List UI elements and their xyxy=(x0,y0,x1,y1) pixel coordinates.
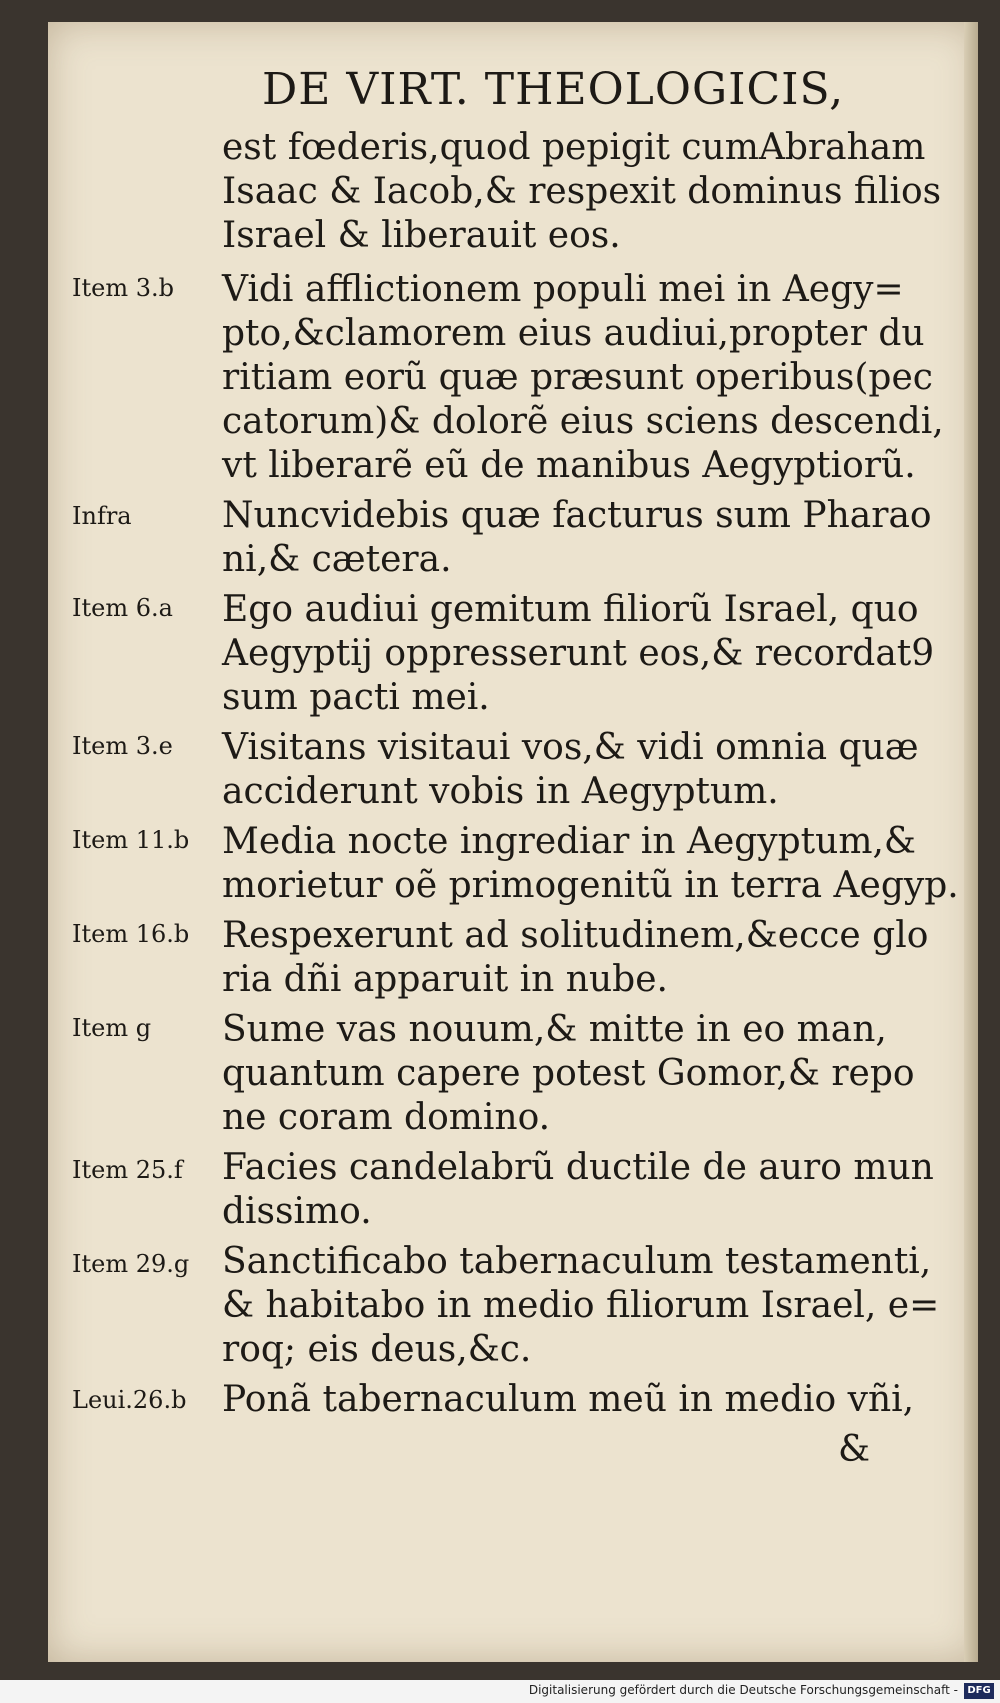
text-line: dissimo. xyxy=(222,1191,372,1232)
funding-credit: Digitalisierung gefördert durch die Deutsche Forschungsgemeinschaft - xyxy=(528,1683,958,1697)
text-line: Israel & liberauit eos. xyxy=(222,215,621,256)
margin-note: Item g xyxy=(72,1014,152,1042)
running-title: DE VIRT. THEOLOGICIS, xyxy=(262,64,845,115)
footer-bar xyxy=(0,1680,1000,1703)
text-line: catorum)& dolorẽ eius sciens descendi, xyxy=(222,401,944,442)
catchword: & xyxy=(838,1429,871,1470)
text-line: Ponã tabernaculum meũ in medio vñi, xyxy=(222,1379,915,1420)
margin-note: Item 3.e xyxy=(72,732,173,760)
margin-note: Item 11.b xyxy=(72,826,190,854)
text-line: roq; eis deus,&c. xyxy=(222,1329,532,1370)
text-line: ria dñi apparuit in nube. xyxy=(222,959,668,1000)
text-line: sum pacti mei. xyxy=(222,677,490,718)
text-line: Nuncvidebis quæ facturus sum Pharao xyxy=(222,495,932,536)
text-line: Sanctificabo tabernaculum testamenti, xyxy=(222,1241,932,1282)
text-line: quantum capere potest Gomor,& repo xyxy=(222,1053,915,1094)
text-line: ritiam eorũ quæ præsunt operibus(pec xyxy=(222,357,933,398)
text-line: Vidi afflictionem populi mei in Aegy= xyxy=(222,269,904,310)
margin-note: Item 16.b xyxy=(72,920,190,948)
text-line: Facies candelabrũ ductile de auro mun xyxy=(222,1147,934,1188)
margin-note: Item 6.a xyxy=(72,594,173,622)
text-line: Isaac & Iacob,& respexit dominus filios xyxy=(222,171,942,212)
text-line: Aegyptij oppresserunt eos,& recordat9 xyxy=(222,633,935,674)
margin-note: Item 25.f xyxy=(72,1156,183,1184)
text-line: morietur oẽ primogenitũ in terra Aegyp. xyxy=(222,865,959,906)
text-line: Respexerunt ad solitudinem,&ecce glo xyxy=(222,915,929,956)
text-line: est fœderis,quod pepigit cumAbraham xyxy=(222,127,926,168)
margin-note: Item 29.g xyxy=(72,1250,190,1278)
page-edge xyxy=(964,22,978,1662)
text-line: vt liberarẽ eũ de manibus Aegyptiorũ. xyxy=(222,445,916,486)
text-line: acciderunt vobis in Aegyptum. xyxy=(222,771,779,812)
margin-note: Item 3.b xyxy=(72,274,174,302)
dfg-logo-icon: DFG xyxy=(964,1683,994,1699)
text-line: Visitans visitaui vos,& vidi omnia quæ xyxy=(222,727,919,768)
margin-note: Leui.26.b xyxy=(72,1386,187,1414)
text-line: ne coram domino. xyxy=(222,1097,551,1138)
text-line: Media nocte ingrediar in Aegyptum,& xyxy=(222,821,916,862)
text-line: pto,&clamorem eius audiui,propter du xyxy=(222,313,925,354)
text-line: Ego audiui gemitum filiorũ Israel, quo xyxy=(222,589,919,630)
text-line: Sume vas nouum,& mitte in eo man, xyxy=(222,1009,887,1050)
text-line: & habitabo in medio filiorum Israel, e= xyxy=(222,1285,940,1326)
margin-note: Infra xyxy=(72,502,132,530)
text-line: ni,& cætera. xyxy=(222,539,452,580)
